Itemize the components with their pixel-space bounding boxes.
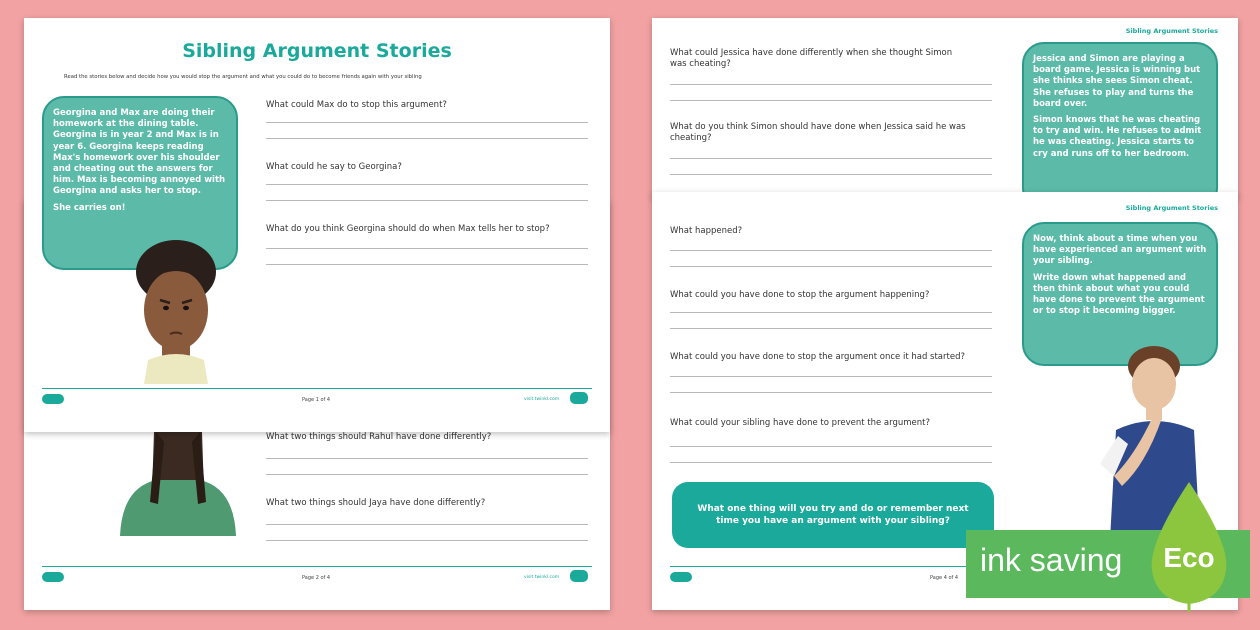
- page-number: Page 1 of 4: [302, 397, 331, 403]
- answer-line[interactable]: [670, 446, 992, 447]
- answer-line[interactable]: [670, 328, 992, 329]
- intro-text: Read the stories below and decide how you would stop the argument and what you could do to become friends again with your sibling: [64, 74, 422, 80]
- answer-line[interactable]: [670, 392, 992, 393]
- page-number: Page 4 of 4: [930, 575, 959, 581]
- twinkl-go-logo: [570, 570, 588, 582]
- callout-box: [672, 482, 994, 548]
- page-title: Sibling Argument Stories: [182, 40, 452, 62]
- question: What two things should Jaya have done differently?: [266, 498, 486, 508]
- answer-line[interactable]: [266, 458, 588, 459]
- answer-line[interactable]: [266, 540, 588, 541]
- answer-line[interactable]: [670, 312, 992, 313]
- answer-line[interactable]: [670, 84, 992, 85]
- answer-line[interactable]: [670, 250, 992, 251]
- eco-label: Eco: [1163, 542, 1215, 573]
- answer-line[interactable]: [266, 200, 588, 201]
- answer-line[interactable]: [670, 376, 992, 377]
- reflection-text-1: Now, think about a time when you have experienced an argument with your sibling.: [1033, 234, 1207, 267]
- ink-saving-label: ink saving: [980, 542, 1123, 578]
- answer-line[interactable]: [670, 100, 992, 101]
- answer-line[interactable]: [266, 524, 588, 525]
- twinkl-logo: [42, 394, 64, 404]
- story-box: [1022, 42, 1218, 198]
- story-text: Georgina and Max are doing their homework at the dining table. Georgina is in year 2 and Max is in year 6. Georgina keeps reading Max's homework over his shoulder and cheating out the answers for him. Max is becoming annoyed with Georgina and asks her to stop.: [53, 108, 226, 197]
- question: What could Max do to stop this argument?: [266, 100, 447, 110]
- answer-line[interactable]: [266, 138, 588, 139]
- answer-line[interactable]: [670, 158, 992, 159]
- question: What do you think Simon should have done when Jessica said he was cheating?: [670, 122, 966, 143]
- worksheet-page-1: [24, 18, 610, 432]
- eco-leaf-icon: [1148, 482, 1230, 612]
- question: What could you have done to stop the argument happening?: [670, 290, 930, 300]
- site-url: visit twinkl.com: [524, 397, 560, 402]
- site-url: visit twinkl.com: [524, 575, 560, 580]
- question: What could he say to Georgina?: [266, 162, 402, 172]
- question: What could your sibling have done to prevent the argument?: [670, 418, 931, 428]
- twinkl-go-logo: [570, 392, 588, 404]
- answer-line[interactable]: [670, 462, 992, 463]
- question: What could Jessica have done differently when she thought Simon was cheating?: [670, 48, 953, 69]
- twinkl-logo: [670, 572, 692, 582]
- callout-text: What one thing will you try and do or remember next time you have an argument with your sibling?: [697, 504, 969, 526]
- answer-line[interactable]: [266, 184, 588, 185]
- answer-line[interactable]: [670, 174, 992, 175]
- page-number: Page 2 of 4: [302, 575, 331, 581]
- question: What do you think Georgina should do when Max tells her to stop?: [266, 224, 550, 234]
- answer-line[interactable]: [266, 474, 588, 475]
- question: What two things should Rahul have done differently?: [266, 432, 492, 442]
- twinkl-logo: [42, 572, 64, 582]
- reflection-text-2: Write down what happened and then think about what you could have done to prevent the argument or to stop it becoming bigger.: [1033, 272, 1205, 317]
- page-header: Sibling Argument Stories: [1125, 27, 1218, 35]
- story-text-2: Simon knows that he was cheating to try and win. He refuses to admit he was cheating. Jessica starts to cry and runs off to her bedroom.: [1033, 115, 1202, 159]
- story-text: Jessica and Simon are playing a board game. Jessica is winning but she thinks she sees Simon cheat. She refuses to play and turns the board over.: [1033, 54, 1201, 109]
- page-header: Sibling Argument Stories: [1125, 204, 1218, 212]
- answer-line[interactable]: [266, 248, 588, 249]
- question: What could you have done to stop the argument once it had started?: [670, 352, 965, 362]
- answer-line[interactable]: [266, 122, 588, 123]
- footer-rule: [42, 388, 592, 389]
- answer-line[interactable]: [266, 264, 588, 265]
- question: What happened?: [670, 226, 743, 236]
- answer-line[interactable]: [670, 266, 992, 267]
- footer-rule: [42, 566, 592, 567]
- girl-illustration: [116, 432, 240, 536]
- story-end: She carries on!: [53, 202, 126, 213]
- worksheet-page-3: [652, 18, 1238, 198]
- boy-illustration: [128, 238, 224, 384]
